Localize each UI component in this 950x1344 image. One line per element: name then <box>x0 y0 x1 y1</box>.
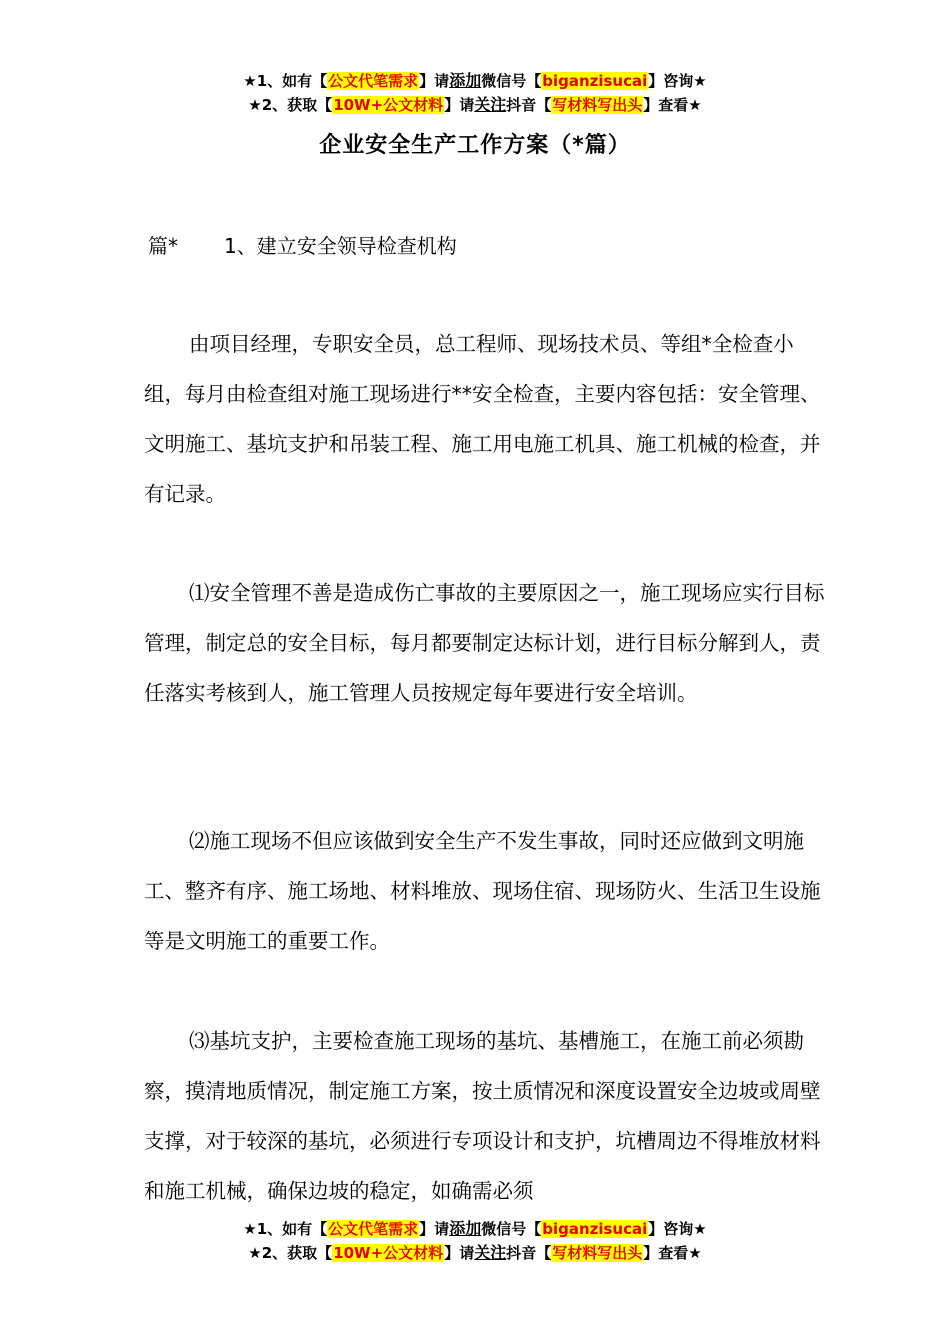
banner-highlight: biganzisucai <box>542 1220 648 1238</box>
banner-text: 微信号【 <box>481 1220 542 1238</box>
banner-highlight: 公文代笔需求 <box>328 72 419 90</box>
bottom-banner-line-1 <box>0 1218 950 1240</box>
banner-text: 微信号【 <box>481 72 542 90</box>
banner-text: ★1、如有【 <box>243 1220 328 1238</box>
banner-text: 抖音【 <box>506 96 552 114</box>
section-label: 篇* <box>148 234 178 258</box>
banner-text: 】请 <box>419 72 450 90</box>
banner-highlight: 公文代笔需求 <box>328 1220 419 1238</box>
banner-underlined: 关注 <box>474 1243 507 1262</box>
section-heading <box>148 230 457 259</box>
banner-text: 抖音【 <box>506 1244 552 1262</box>
banner-highlight: biganzisucai <box>542 72 648 90</box>
paragraph-3: ⑵施工现场不但应该做到安全生产不发生事故，同时还应做到文明施工、整齐有序、施工场地、材料堆放、现场住宿、现场防火、生活卫生设施等是文明施工的重要工作。 <box>144 829 821 953</box>
banner-underlined: 添加 <box>449 71 482 90</box>
banner-underlined: 添加 <box>449 1219 482 1238</box>
banner-highlight: 10W+公文材料 <box>333 96 444 114</box>
banner-text: 】咨询★ <box>648 1220 707 1238</box>
banner-text: 】咨询★ <box>648 72 707 90</box>
banner-text: 】请 <box>419 1220 450 1238</box>
banner-highlight: 写材料写出头 <box>552 96 643 114</box>
banner-text: 】请 <box>444 1244 475 1262</box>
top-banner-line-2 <box>0 94 950 116</box>
banner-highlight: 10W+公文材料 <box>333 1244 444 1262</box>
paragraph-4: ⑶基坑支护，主要检查施工现场的基坑、基槽施工，在施工前必须勘察，摸清地质情况，制定施工方案，按土质情况和深度设置安全边坡或周壁支撑，对于较深的基坑，必须进行专项设计和支护，坑槽周边不得堆放材料和施工机械，确保边坡的稳定，如确需必须 <box>144 1029 821 1203</box>
banner-text: ★2、获取【 <box>248 96 333 114</box>
document-title: 企业安全生产工作方案（*篇） <box>319 133 631 158</box>
banner-text: 】查看★ <box>643 1244 702 1262</box>
top-banner-line-1 <box>0 70 950 92</box>
banner-text: ★2、获取【 <box>248 1244 333 1262</box>
paragraph-1: 由项目经理，专职安全员，总工程师、现场技术员、等组*全检查小组，每月由检查组对施工现场进行**安全检查，主要内容包括：安全管理、文明施工、基坑支护和吊装工程、施工用电施工机具、施工机械的检查，并有记录。 <box>144 332 821 506</box>
bottom-banner-line-2 <box>0 1242 950 1264</box>
section-heading-text: 1、建立安全领导检查机构 <box>224 234 457 258</box>
banner-highlight: 写材料写出头 <box>552 1244 643 1262</box>
banner-underlined: 关注 <box>474 95 507 114</box>
banner-text: 】请 <box>444 96 475 114</box>
paragraph-2: ⑴安全管理不善是造成伤亡事故的主要原因之一，施工现场应实行目标管理，制定总的安全目标，每月都要制定达标计划，进行目标分解到人，责任落实考核到人，施工管理人员按规定每年要进行安全培训。 <box>144 581 825 705</box>
banner-text: ★1、如有【 <box>243 72 328 90</box>
banner-text: 】查看★ <box>643 96 702 114</box>
